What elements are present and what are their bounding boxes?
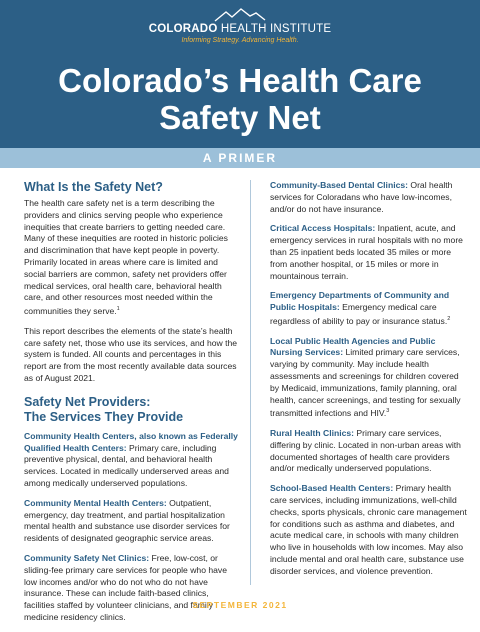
- provider-term: Emergency Departments of Community and Public Hospitals:: [270, 290, 450, 313]
- provider-description: Inpatient, acute, and emergency services in rural hospitals with no more than 25 inpatient beds located 35 miles or more from another hospital, or 15 miles or more in mountainous terrain.: [270, 223, 463, 281]
- provider-entry: [24, 498, 238, 545]
- provider-list-right: [270, 180, 470, 578]
- section-heading-safety-net: What Is the Safety Net?: [24, 180, 163, 194]
- provider-term: Community Mental Health Centers:: [24, 497, 167, 508]
- provider-entry: [270, 483, 470, 577]
- provider-description: Free, low-cost, or sliding-fee primary care services for people who have low incomes and/or who do not who do not have insurance. These can include faith-based clinics, facilities staffed by volunteer clinicians, and family medicine residency clinics.: [24, 552, 228, 622]
- column-divider: [250, 180, 251, 585]
- right-column: [270, 180, 470, 586]
- left-column: [24, 180, 238, 632]
- provider-term: Community Health Centers, also known as Federally Qualified Health Centers:: [24, 430, 238, 453]
- provider-description: Outpatient, emergency, day treatment, and partial hospitalization mental health and substance use disorder services for residents of designated geographic service areas.: [24, 497, 230, 544]
- provider-entry: [270, 336, 470, 420]
- provider-entry: [24, 553, 238, 624]
- footnote-ref: 3: [386, 408, 390, 415]
- publication-date: SEPTEMBER 2021: [192, 600, 288, 610]
- provider-entry: [24, 431, 238, 490]
- provider-description: Emergency medical care regardless of ability to pay or insurance status.: [270, 302, 448, 326]
- org-name: COLORADO HEALTH INSTITUTE: [148, 23, 332, 35]
- provider-entry: [270, 290, 470, 327]
- provider-entry: [270, 180, 470, 215]
- provider-entry: [270, 223, 470, 282]
- provider-term: Community-Based Dental Clinics:: [270, 180, 408, 190]
- provider-list-left: [24, 431, 238, 624]
- report-paragraph: This report describes the elements of the state’s health care safety net, those who use its services, and how the system is funded. All counts and percentages in this report are from the most recently available data sources as of August 2021.: [24, 325, 238, 384]
- provider-entry: [270, 428, 470, 475]
- header-banner: [0, 0, 480, 148]
- provider-description: Primary care services, differing by clinic. Located in non-urban areas with documented shortages of health care providers and/or medically underserved populations.: [270, 428, 461, 474]
- provider-term: Critical Access Hospitals:: [270, 223, 376, 234]
- footnote-ref: 2: [447, 315, 451, 322]
- subtitle-band: A PRIMER: [0, 148, 480, 168]
- footnote-ref: 1: [116, 306, 120, 313]
- section-heading-providers: Safety Net Providers: The Services They Provide: [24, 394, 184, 424]
- provider-description: Primary health care services, including immunizations, well-child checks, sports physicals, chronic care management for conditions such as asthma and diabetes, and acute medical care, in schools with many children who live in households with low incomes. May also include mental and oral health care, substance use disorder services, and violence prevention.: [270, 483, 467, 576]
- mountain-peaks-icon: [214, 8, 266, 22]
- page-title: Colorado’s Health Care Safety Net: [58, 62, 422, 136]
- provider-term: School-Based Health Centers:: [270, 483, 394, 494]
- provider-description: Oral health services for Coloradans who have low-incomes, and/or do not have insurance.: [270, 180, 453, 214]
- provider-term: Rural Health Clinics:: [270, 428, 355, 439]
- intro-paragraph: The health care safety net is a term describing the providers and clinics serving people who experience inequities that create barriers to getting needed care. Many of these inequities are rooted in historic policies and discrimination that have kept people in poverty. Primarily located in areas where care is limited and social barriers are common, safety net providers offer medical services, oral health care, behavioral health care, and other resources most needed within the communities they serve.$^1$: [24, 198, 228, 317]
- provider-term: Community Safety Net Clinics:: [24, 552, 150, 563]
- provider-description: Primary care, including preventive physical, dental, and behavioral health services. Located in medically underserved areas and among medically underserved populations.: [24, 442, 229, 488]
- provider-term: Local Public Health Agencies and Public Nursing Services:: [270, 335, 436, 358]
- logo: [0, 8, 480, 44]
- org-tagline: Informing Strategy. Advancing Health.: [181, 37, 299, 44]
- provider-description: Limited primary care services, varying by community. May include health assessments and screenings for children covered by Medicaid, immunizations, family planning, oral health, cancer screenings, and testing for sexually transmitted infections and HIV.: [270, 347, 461, 419]
